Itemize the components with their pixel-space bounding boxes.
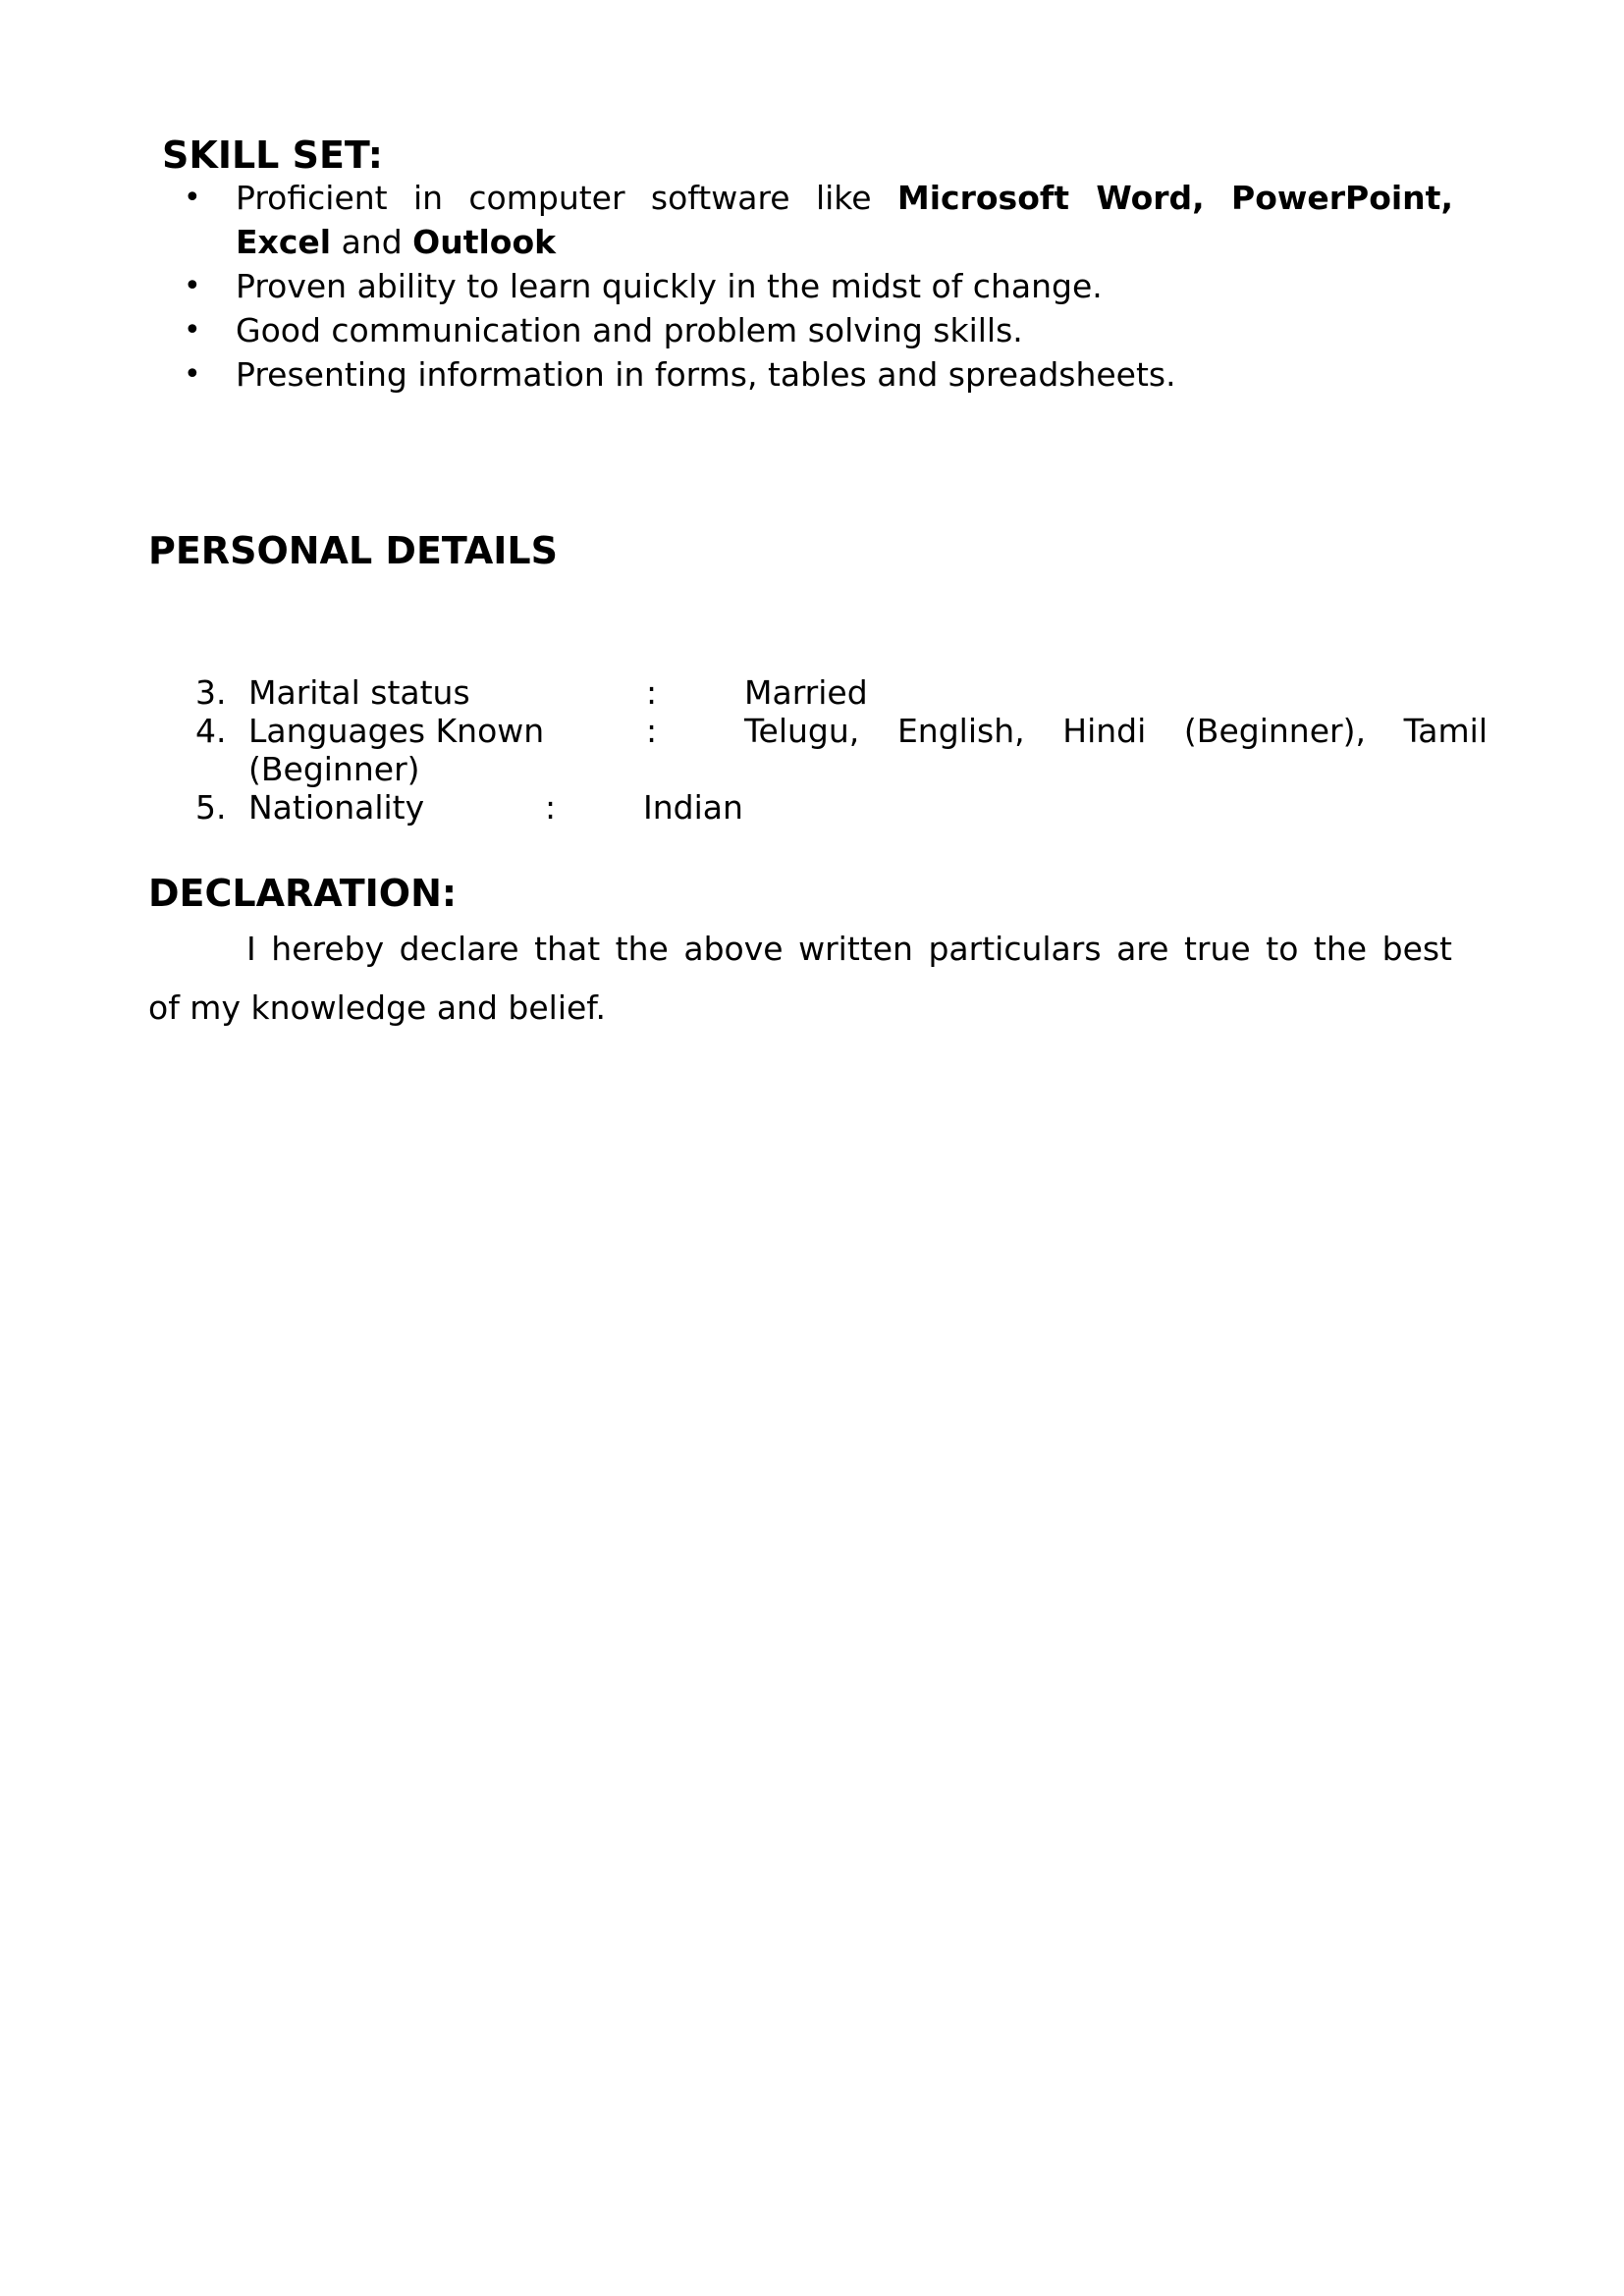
detail-colon: : xyxy=(646,712,658,750)
detail-value-line: Telugu, English, Hindi (Beginner), Tamil xyxy=(744,712,1488,750)
detail-label: Marital status xyxy=(248,673,470,712)
detail-value-continuation: (Beginner) xyxy=(248,750,420,788)
detail-value xyxy=(744,712,1488,750)
detail-number: 5. xyxy=(195,788,227,827)
skill-text: Presenting information in forms, tables and spreadsheets. xyxy=(236,355,1176,394)
skill-set-list xyxy=(177,176,1453,397)
bullet-icon: • xyxy=(184,357,201,392)
skill-line xyxy=(236,223,556,261)
skill-excel: Excel xyxy=(236,223,332,261)
detail-value: Married xyxy=(744,673,868,712)
detail-row-languages xyxy=(191,712,1488,788)
list-item xyxy=(177,176,1453,264)
skill-text: Proven ability to learn quickly in the midst of change. xyxy=(236,267,1103,305)
detail-colon: : xyxy=(545,788,557,827)
detail-label: Languages Known xyxy=(248,712,545,750)
declaration-line: of my knowledge and belief. xyxy=(148,988,606,1027)
detail-value: Indian xyxy=(643,788,743,827)
declaration-line: I hereby declare that the above written particulars are true to the best xyxy=(246,930,1452,968)
detail-colon: : xyxy=(646,673,658,712)
detail-number: 3. xyxy=(195,673,227,712)
bullet-icon: • xyxy=(184,181,201,215)
detail-row-marital-status xyxy=(191,673,1488,712)
skill-software-names: Microsoft Word, PowerPoint, xyxy=(896,179,1453,217)
detail-row-nationality xyxy=(191,788,1488,827)
skill-text: and xyxy=(331,223,413,261)
declaration-text xyxy=(148,920,1452,1038)
skill-line xyxy=(236,176,1453,220)
personal-details-heading: PERSONAL DETAILS xyxy=(148,529,558,572)
list-item xyxy=(177,352,1453,397)
skill-text: Proficient in computer software like xyxy=(236,179,897,217)
skill-set-heading: SKILL SET: xyxy=(162,133,383,177)
skill-outlook: Outlook xyxy=(412,223,557,261)
personal-details-list xyxy=(191,673,1488,827)
bullet-icon: • xyxy=(184,313,201,347)
detail-number: 4. xyxy=(195,712,227,750)
detail-label: Nationality xyxy=(248,788,425,827)
list-item xyxy=(177,308,1453,352)
declaration-heading: DECLARATION: xyxy=(148,872,458,915)
skill-text: Good communication and problem solving skills. xyxy=(236,311,1023,349)
list-item xyxy=(177,264,1453,308)
bullet-icon: • xyxy=(184,269,201,303)
